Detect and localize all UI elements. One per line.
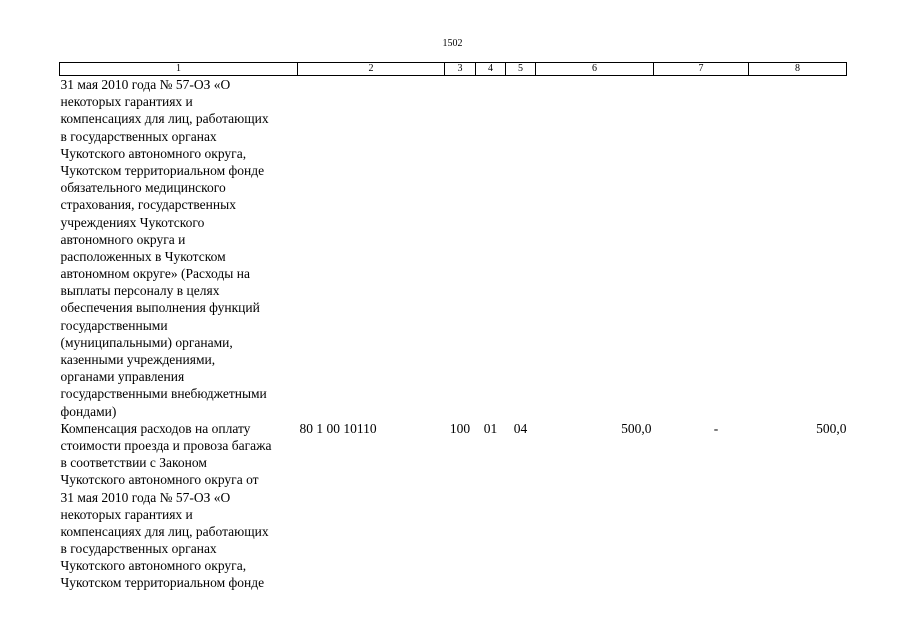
row-total-cell: 500,0 — [816, 420, 847, 436]
row-name-line: государственными внебюджетными — [60, 386, 267, 402]
row-name-line: автономного округа и — [60, 231, 186, 247]
row-name-line: некоторых гарантиях и — [60, 506, 193, 522]
column-header-8: 8 — [749, 63, 847, 76]
table-row — [60, 420, 847, 592]
row-name-line: обеспечения выполнения функций — [60, 300, 260, 316]
column-header-2: 2 — [298, 63, 445, 76]
table-row — [60, 76, 847, 420]
column-header-6: 6 — [536, 63, 654, 76]
row-pr-cell: 04 — [513, 420, 528, 436]
row-name-line: 31 мая 2010 года № 57-ОЗ «О — [60, 489, 231, 505]
page-number: 1502 — [442, 38, 463, 49]
row-sum-cell — [536, 76, 654, 420]
row-name-line: некоторых гарантиях и — [60, 94, 193, 110]
row-name-line: учреждениях Чукотского — [60, 214, 205, 230]
row-name-line: в государственных органах — [60, 128, 217, 144]
budget-table — [59, 62, 847, 592]
row-name-line: в государственных органах — [60, 541, 217, 557]
row-code-cell: 80 1 00 10110 — [299, 420, 377, 436]
row-name-line: казенными учреждениями, — [60, 352, 216, 367]
row-change-cell — [654, 76, 749, 420]
row-pr-cell — [506, 76, 536, 420]
row-name-line: Чукотского автономного округа от — [60, 472, 259, 488]
row-name-line: компенсациях для лиц, работающих — [60, 111, 269, 127]
row-name-line: автономном округе» (Расходы на — [60, 266, 250, 282]
row-name-line: компенсациях для лиц, работающих — [60, 523, 269, 539]
row-name-line: Чукотском территориальном фонде — [60, 575, 265, 591]
row-name-line: обязательного медицинского — [60, 180, 226, 196]
row-total-cell — [749, 76, 847, 420]
row-name-line: фондами) — [60, 403, 117, 419]
row-vr-cell: 100 — [449, 420, 471, 436]
row-rz-cell: 01 — [483, 420, 498, 436]
row-name-line: Чукотского автономного округа, — [60, 558, 247, 574]
row-name-line: Чукотском территориальном фонде — [60, 162, 265, 178]
row-name-line: стоимости проезда и провоза багажа — [60, 437, 272, 453]
row-name-line: страхования, государственных — [60, 197, 236, 213]
row-name-line: государственными — [60, 317, 168, 333]
row-name-line: Компенсация расходов на оплату — [60, 420, 251, 436]
column-number-header-row — [60, 63, 847, 76]
row-change-cell: - — [713, 420, 719, 436]
row-name-line: Чукотского автономного округа, — [60, 145, 247, 161]
column-header-5: 5 — [506, 63, 536, 76]
row-vr-cell — [445, 76, 476, 420]
column-header-3: 3 — [445, 63, 476, 76]
row-code-cell — [298, 76, 445, 420]
row-name-line: 31 мая 2010 года № 57-ОЗ «О — [60, 77, 231, 92]
row-name-line: (муниципальными) органами, — [60, 334, 233, 350]
column-header-4: 4 — [476, 63, 506, 76]
row-name-cell — [60, 420, 298, 592]
column-header-7: 7 — [654, 63, 749, 76]
row-sum-cell: 500,0 — [621, 420, 652, 436]
row-name-line: расположенных в Чукотском — [60, 248, 226, 264]
row-name-line: в соответствии с Законом — [60, 455, 207, 471]
row-rz-cell — [476, 76, 506, 420]
row-name-cell — [60, 76, 298, 420]
row-name-line: выплаты персоналу в целях — [60, 283, 220, 299]
column-header-1: 1 — [60, 63, 298, 76]
row-name-line: органами управления — [60, 369, 185, 385]
